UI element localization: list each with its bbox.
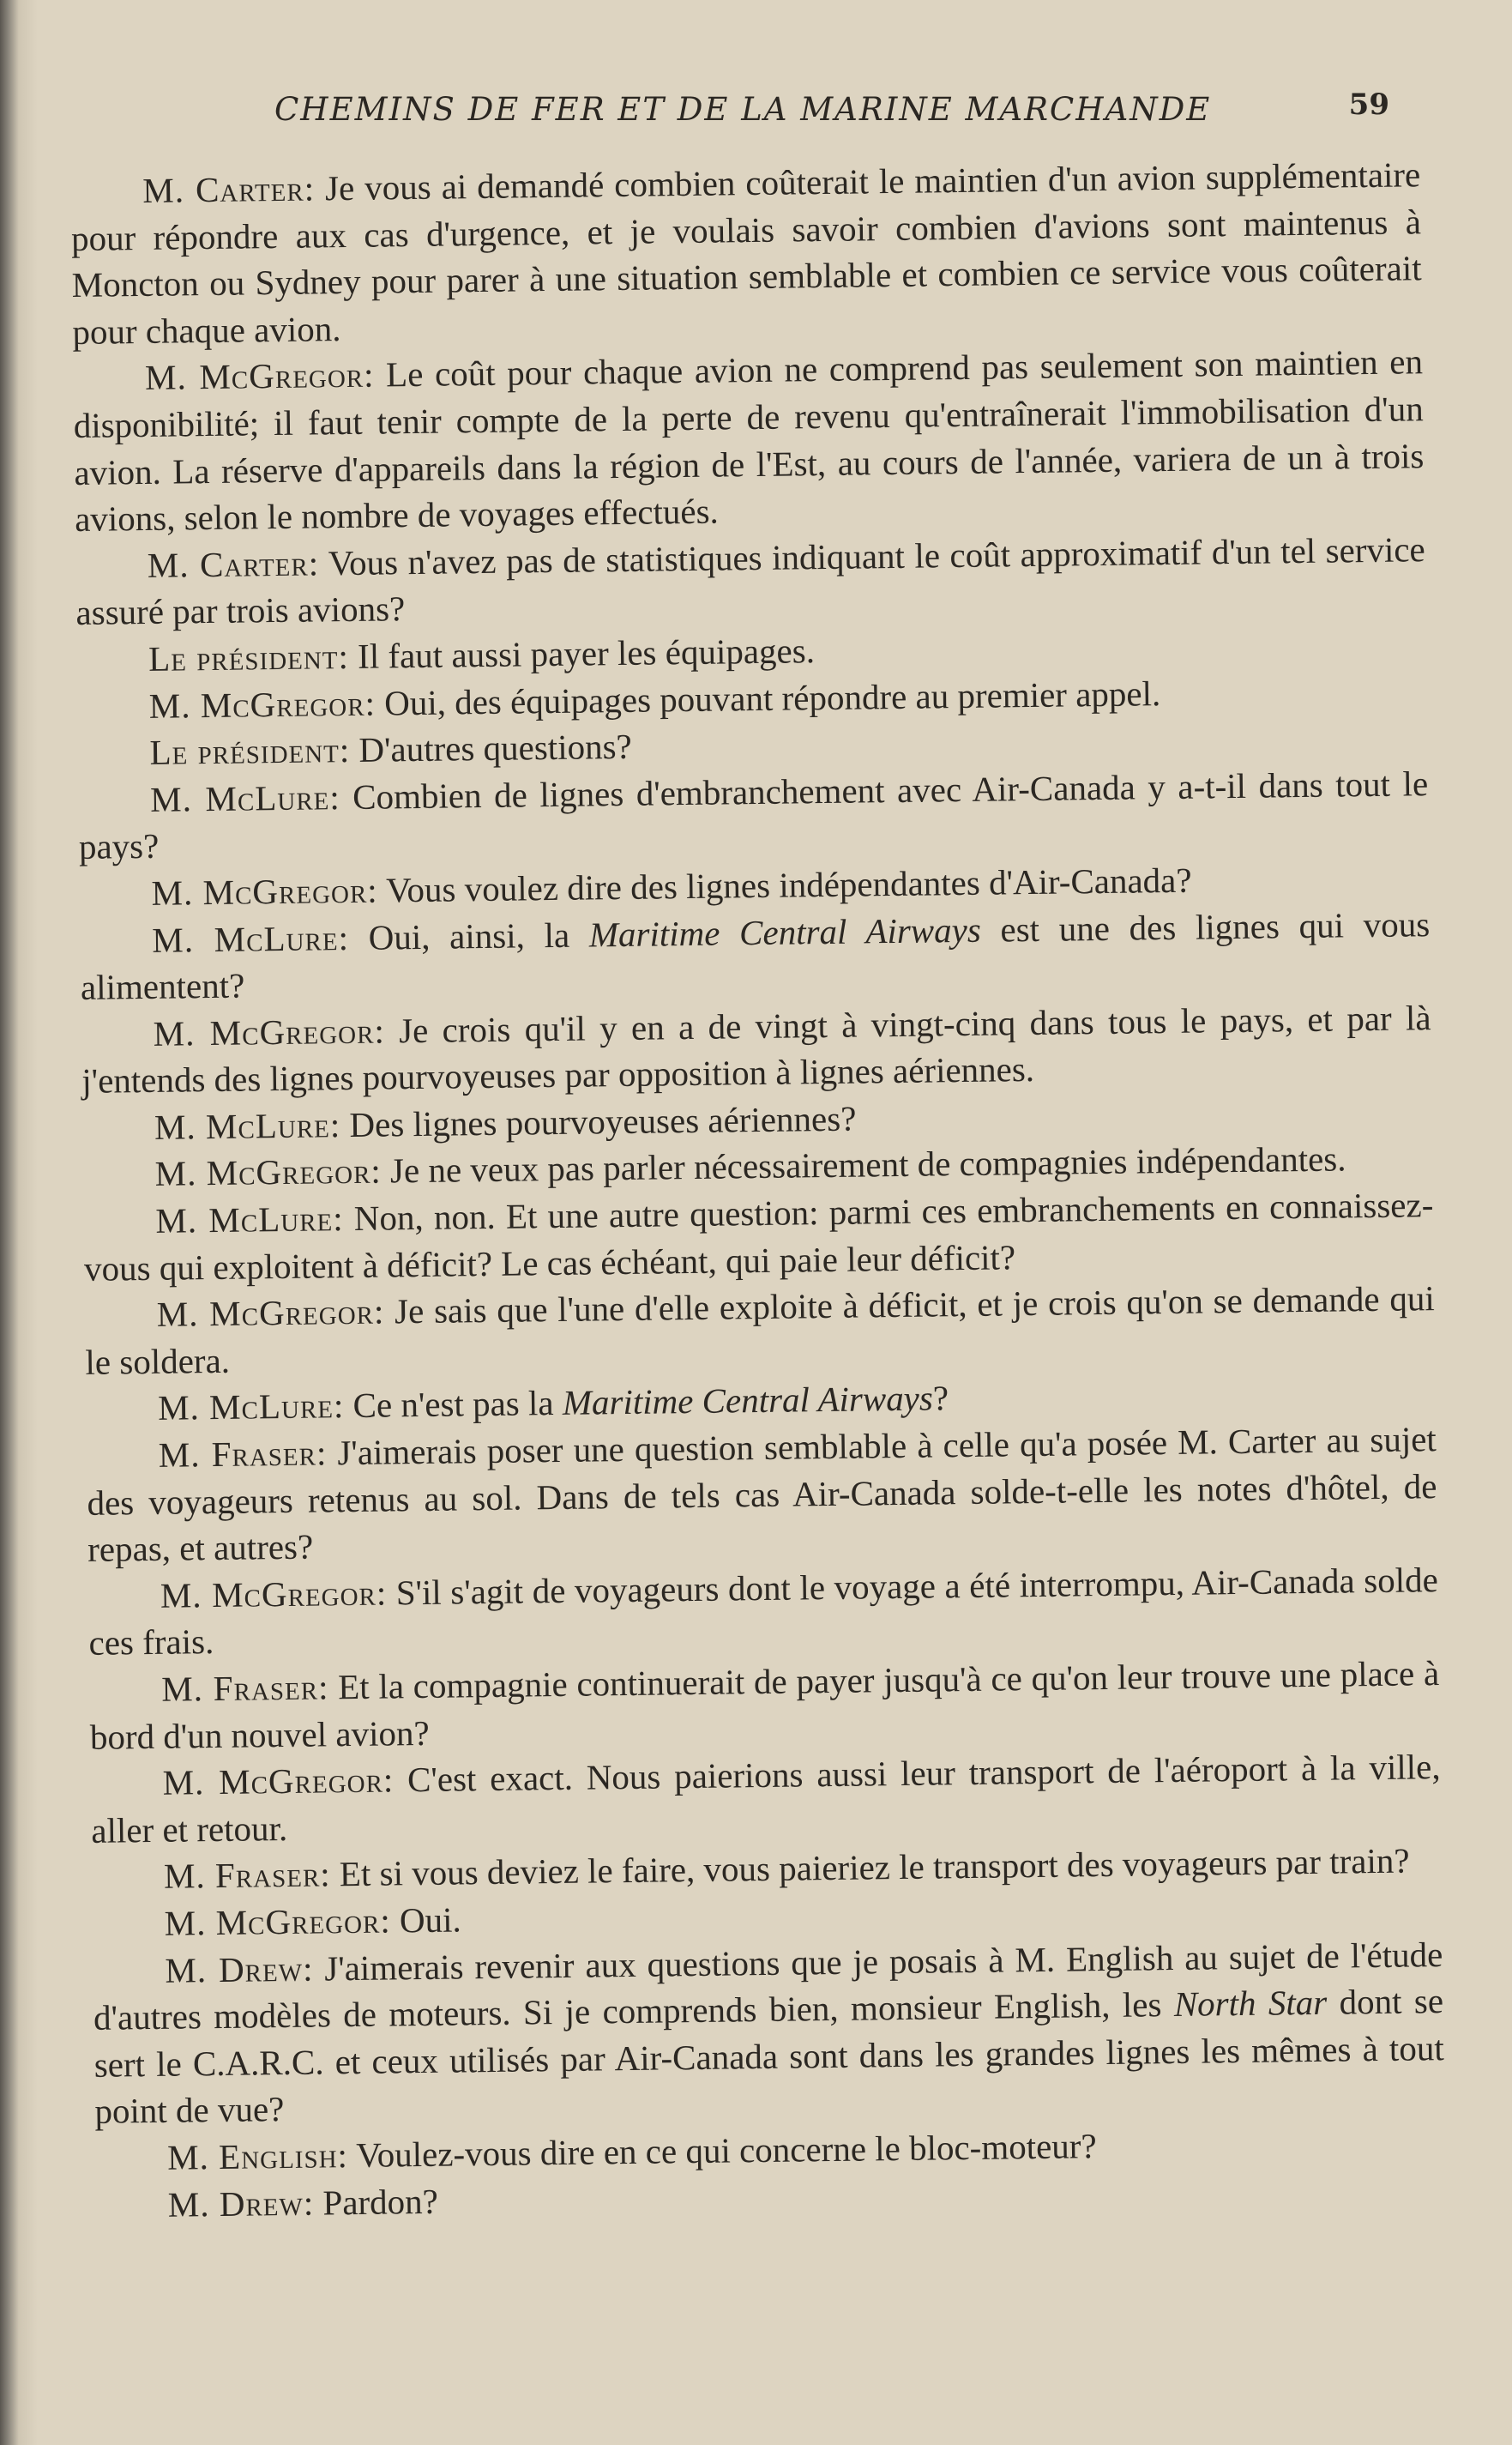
italic-name: North Star (1173, 1982, 1328, 2025)
speaker: M. McGregor: (153, 1011, 386, 1053)
paragraph-text-pre: Ce n'est pas la (344, 1383, 563, 1426)
speaker: M. McLure: (154, 1105, 341, 1147)
speaker: M. McGregor: (160, 1573, 388, 1615)
paragraph-text: Et la compagnie continuerait de payer jusqu'à ce qu'on leur trouve une place à bord d'un nouvel avion? (89, 1653, 1440, 1757)
paragraph-text: Et si vous deviez le faire, vous paieriez le transport des voyageurs par train? (330, 1840, 1410, 1894)
speaker: M. McGregor: (151, 870, 378, 913)
speaker: Le président: (148, 636, 350, 679)
running-title: CHEMINS DE FER ET DE LA MARINE MARCHANDE (274, 91, 1212, 128)
italic-name: Maritime Central Airways (588, 909, 982, 954)
paragraph-text: Combien de lignes d'embranchement avec Air-Canada y a-t-il dans tout le pays? (78, 763, 1429, 867)
paragraph-text: Vous voulez dire des lignes indépendantes d'Air-Canada? (377, 860, 1192, 910)
paragraph-text: Non, non. Et une autre question: parmi ces embranchements en connaissez-vous qui exploitent à déficit? Le cas échéant, qui paie leur déficit? (83, 1185, 1434, 1289)
speaker: M. McLure: (149, 776, 341, 819)
speaker: M. Drew: (165, 1948, 314, 1990)
speaker: M. McLure: (152, 917, 350, 960)
paragraph-mcgregor-6 (84, 1275, 1435, 1386)
paragraph-text: dont se sert le C.A.R.C. et ceux utilisés par Air-Canada sont dans les grandes lignes les mêmes à tout point de vue? (93, 1981, 1444, 2132)
paragraph-carter-2 (75, 526, 1425, 637)
speaker: M. Fraser: (160, 1667, 329, 1709)
paragraph-mcgregor-1 (73, 339, 1425, 543)
page-number: 59 (1348, 88, 1389, 122)
paragraph-text: Voulez-vous dire en ce qui concerne le bloc-moteur? (347, 2126, 1097, 2176)
paragraph-text: est une des lignes qui vous alimentent? (80, 903, 1431, 1008)
paragraph-text-pre: Oui, ainsi, la (348, 914, 590, 957)
italic-name: Maritime Central Airways (562, 1378, 934, 1423)
speaker: M. Fraser: (158, 1433, 328, 1475)
speaker: M. McGregor: (156, 1291, 385, 1335)
paragraph-mclure-2 (80, 901, 1431, 1011)
speaker: M. McGregor: (162, 1760, 395, 1802)
speaker: M. McLure: (157, 1386, 345, 1428)
paragraph-fraser-2 (89, 1650, 1440, 1760)
paragraph-text: Je ne veux pas parler nécessairement de compagnies indépendantes. (381, 1138, 1346, 1192)
paragraph-text: Le coût pour chaque avion ne comprend pas seulement son maintien en disponibilité; il faut tenir compte de la perte de revenu qu'entraînerait l'immobilisation d'un avion. La réserve d'appareils dans la région de l'Est, au cours de l'année, variera de un à trois avions, selon le nombre de voyages effectués. (73, 341, 1425, 540)
paragraph-text: Il faut aussi payer les équipages. (348, 631, 816, 676)
speaker: Le président: (149, 730, 351, 773)
speaker: M. McLure: (155, 1198, 344, 1241)
speaker: M. Fraser: (163, 1854, 331, 1897)
paragraph-mcgregor-4 (81, 994, 1431, 1105)
paragraph-mcgregor-7 (88, 1556, 1439, 1667)
paragraph-carter-1 (70, 151, 1423, 355)
paragraph-text: J'aimerais poser une question semblable à celle qu'a posée M. Carter au sujet des voyageurs retenus au sol. Dans de tels cas Air-Canada solde-t-elle les notes d'hôtel, de repas, et autres? (87, 1419, 1437, 1570)
paragraph-text: Pardon? (313, 2181, 439, 2223)
speaker: M. English: (166, 2135, 349, 2177)
paragraph-drew-1 (93, 1931, 1445, 2135)
paragraph-fraser-1 (87, 1416, 1438, 1573)
paragraph-text: Je crois qu'il y en a de vingt à vingt-cinq dans tous le pays, et par là j'entends des lignes pourvoyeuses par opposition à lignes aériennes. (81, 997, 1431, 1102)
speaker: M. McGregor: (154, 1151, 383, 1194)
paragraph-text: ? (932, 1378, 949, 1418)
page-header (274, 88, 1389, 130)
paragraph-mclure-1 (78, 760, 1429, 871)
paragraph-mcgregor-8 (90, 1743, 1441, 1854)
speaker: M. Drew: (167, 2182, 315, 2225)
paragraph-text: Je vous ai demandé combien coûterait le maintien d'un avion supplémentaire pour répondre aux cas d'urgence, et je voulais savoir combien d'avions sont maintenus à Moncton ou Sydney pour parer à une situation semblable et combien ce service vous coûterait pour chaque avion. (70, 154, 1422, 352)
transcript-body (70, 151, 1446, 2229)
paragraph-text: Oui. (390, 1899, 462, 1941)
paragraph-text: S'il s'agit de voyageurs dont le voyage a été interrompu, Air-Canada solde ces frais. (88, 1559, 1439, 1663)
paragraph-text: C'est exact. Nous paierions aussi leur transport de l'aéroport à la ville, aller et retour. (91, 1747, 1441, 1850)
paragraph-mclure-4 (83, 1181, 1434, 1292)
speaker: M. McGregor: (148, 683, 376, 726)
paragraph-text-pre: J'aimerais revenir aux questions que je posais à M. English au sujet de l'étude d'autres modèles de moteurs. Si je comprends bien, monsieur English, les (93, 1934, 1443, 2038)
paragraph-text: Des lignes pourvoyeuses aériennes? (340, 1098, 857, 1144)
paragraph-text: Vous n'avez pas de statistiques indiquant le coût approximatif d'un tel service assuré par trois avions? (75, 528, 1425, 633)
paragraph-text: Oui, des équipages pouvant répondre au premier appel. (375, 673, 1161, 723)
speaker: M. Carter: (147, 543, 320, 585)
speaker: M. McGregor: (164, 1900, 392, 1943)
speaker: M. McGregor: (144, 354, 375, 398)
paragraph-text: Je sais que l'une d'elle exploite à déficit, et je crois qu'on se demande qui le soldera. (85, 1278, 1435, 1382)
speaker: M. Carter: (142, 168, 316, 210)
paragraph-text: D'autres questions? (349, 726, 632, 770)
